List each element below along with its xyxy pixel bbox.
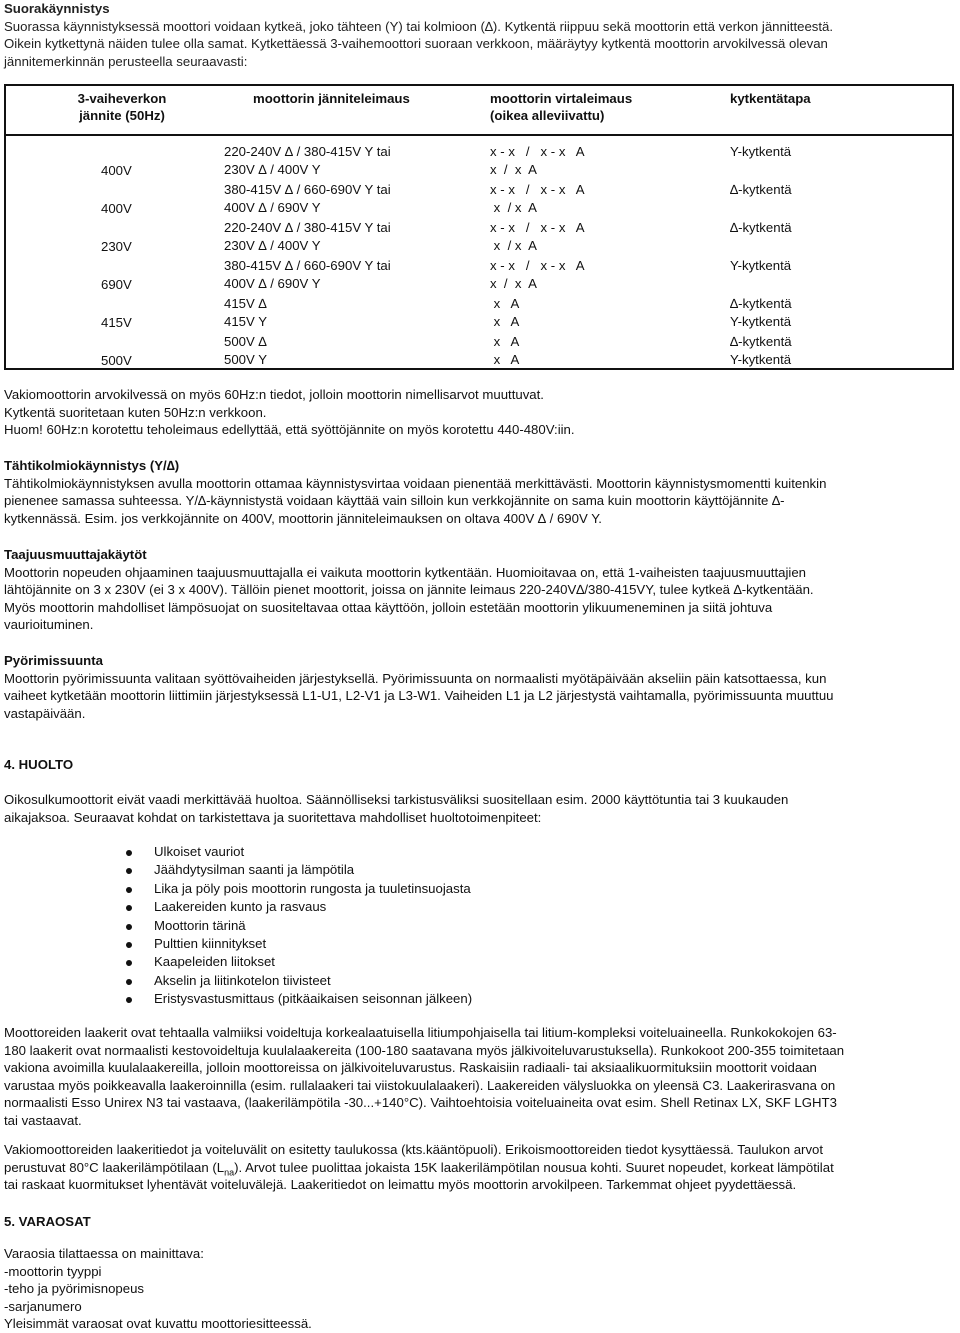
bullet-icon [126,979,132,985]
list-item [126,880,472,898]
current-line: x - x / x - x A [490,220,585,235]
list-item [126,917,472,935]
lube-line-2b: ). Arvot tulee puolittaa jokaista 15K laakerilämpötilan nousua kohti. Suuret nopeudet, korkeat lämpötilat [234,1159,834,1175]
current-line: x - x / x - x A [490,258,585,273]
bullet-icon [126,905,132,911]
current-line: x / x A [490,237,537,253]
marking-line: 500V Y [224,351,268,367]
parts-line-5: Yleisimmät varaosat ovat kuvattu moottoriesitteessä. [4,1316,312,1331]
list-item-label: Laakereiden kunto ja rasvaus [154,899,327,915]
connection-line [730,275,930,293]
vfd-line-1: Moottorin nopeuden ohjaaminen taajuusmuuttajalla ei vaikuta moottorin kytkentään. Huomioitavaa on, että 1-vaiheisten taajuusmuuttajien [4,564,806,580]
header-col1-line2: jännite (50Hz) [79,108,165,123]
vfd-title: Taajuusmuuttajakäytöt [4,547,147,562]
list-item [126,843,472,861]
parts-line-2: -moottorin tyyppi [4,1263,102,1279]
freq-line-2: Kytkentä suoritetaan kuten 50Hz:n verkkoon. [4,404,267,420]
table-row [224,219,464,257]
table-row [730,181,930,219]
bullet-icon [126,942,132,948]
voltage-column [101,162,161,390]
bearings-line-2: 180 laakerit ovat normaalisti kestovoideltuja kuulalaakereita (100-180 saatavana myös jälkivoiteluvarustuksella). Runkokoot 200-355 toimitetaan [4,1042,845,1058]
bullet-icon [126,924,132,930]
list-item-label: Kaapeleiden liitokset [154,954,275,970]
connection-line: ∆-kytkentä [730,296,792,311]
parts-line-3: -teho ja pyörimisnopeus [4,1281,145,1296]
current-line: x / x A [490,199,537,215]
table-row [224,257,464,295]
table-row [490,257,690,295]
intro-line-1: Suorassa käynnistyksessä moottori voidaan kytkeä, joko tähteen (Y) tai kolmioon (∆). Kytkentä riippuu sekä moottorin että verkon jännitteestä. [4,18,834,34]
connection-type-column [730,143,930,371]
spare-parts-list [4,1245,952,1333]
connection-line [730,161,930,179]
table-row [490,295,690,333]
rotation-section [4,652,952,722]
table-row [730,257,930,295]
maintenance-checklist [126,843,472,1009]
intro-line-2a: Oikein kytkettynä näiden tulee olla samat. [4,36,248,51]
bullet-icon [126,887,132,893]
intro-line-2b: Kytkettäessä 3-vaihemoottori suoraan verkkoon, määräytyy kytkentä moottorin arvokilvessä olevan [247,36,828,51]
list-item [126,972,472,990]
marking-line: 500V ∆ [224,334,267,349]
header-col1-line1: 3-vaiheverkon [77,91,167,106]
current-line: x A [490,296,520,311]
lube-line-3: tai raskaat kuormitukset lyhentävät voiteluvälejä. Laakeritiedot on leimattu myös moottorin arvokilpeen. Tarkemmat ohjeet pyydettäessä. [4,1177,797,1192]
voltage-cell: 690V [101,277,132,292]
current-line: x - x / x - x A [490,182,585,197]
intro-section [4,0,952,70]
lube-subscript: na [224,1167,235,1178]
lube-line-2a: perustuvat 80°C laakerilämpötilaan (L [4,1159,225,1175]
connection-line: Y-kytkentä [730,351,792,367]
star-delta-section [4,457,952,527]
list-item-label: Jäähdytysilman saanti ja lämpötila [154,862,355,878]
spare-parts-section [4,1213,952,1231]
maintenance-line-1: Oikosulkumoottorit eivät vaadi merkittävää huoltoa. Säännölliseksi tarkistusväliksi suositellaan esim. 2000 käyttötuntia tai 3 kuukauden [4,792,789,807]
table-row [224,295,464,333]
connection-line [730,199,930,217]
maintenance-section [4,756,952,774]
marking-line: 380-415V ∆ / 660-690V Y tai [224,182,391,197]
voltage-marking-column [224,143,464,371]
bullet-icon [126,960,132,966]
maintenance-title: 4. HUOLTO [4,757,74,772]
table-row [490,143,690,181]
bullet-icon [126,997,132,1003]
vfd-line-3: Myös moottorin mahdolliset lämpösuojat on suositeltavaa ottaa käyttöön, jolloin estetään moottorin ylikuumeneminen ja siitä johtuva [4,599,773,615]
table-row [730,333,930,371]
marking-line: 230V ∆ / 400V Y [224,161,321,177]
current-line: x A [490,313,520,329]
marking-line: 380-415V ∆ / 660-690V Y tai [224,258,391,273]
list-item [126,990,472,1008]
list-item [126,898,472,916]
list-item [126,935,472,953]
parts-line-1: Varaosia tilattaessa on mainittava: [4,1246,204,1261]
lubrication-section [4,1141,952,1194]
table-row [224,143,464,181]
bearings-line-1: Moottoreiden laakerit ovat tehtaalla valmiiksi voideltuja korkealaatuisella litiumpohjaisella tai litium-kompleksi voiteluaineella. Runkokokojen 63- [4,1025,837,1040]
header-divider [6,134,952,136]
list-item-label: Moottorin tärinä [154,917,246,933]
list-item-label: Ulkoiset vauriot [154,844,245,859]
header-voltage-marking: moottorin jänniteleimaus [253,91,410,106]
bullet-icon [126,850,132,856]
voltage-cell: 500V [101,353,132,368]
bearings-line-3: vakiona avoimilla kuulalaakereilla, jolloin moottoreissa on jälkivoiteluvarustus. Raskaisiin radiaali- tai aksiaalikuormituksiin moottorit voidaan [4,1060,817,1075]
table-row [224,333,464,371]
table-row [730,143,930,181]
connection-line: ∆-kytkentä [730,220,792,235]
bearings-line-6: tai vastaavat. [4,1112,82,1128]
current-line: x A [490,351,520,367]
voltage-cell: 400V [101,201,132,216]
connection-line: Y-kytkentä [730,313,792,329]
list-item [126,953,472,971]
frequency-note [4,386,952,439]
marking-line: 230V ∆ / 400V Y [224,237,321,253]
rotation-line-3: vastapäivään. [4,705,86,721]
table-row [224,181,464,219]
current-line: x - x / x - x A [490,144,585,159]
lube-line-2 [4,1159,952,1177]
maintenance-intro [4,791,952,826]
current-line: x / x A [490,161,537,177]
bearings-line-5: normaalisti Esso Unirex N3 tai vastaava, (laakerilämpötila -30...+140°C). Vaihtoehtoisia voiteluaineita ovat esim. Shell Retinax LX, SKF LGHT3 [4,1095,837,1110]
list-item-label: Akselin ja liitinkotelon tiivisteet [154,972,331,988]
lube-line-1: Vakiomoottoreiden laakeritiedot ja voiteluvälit on esitetty taulukossa (kts.kääntöpuoli). Erikoismoottoreiden tiedot kysyttäessä. Taulukon arvot [4,1142,824,1157]
voltage-cell: 230V [101,239,132,254]
connection-line: Y-kytkentä [730,144,792,159]
table-row [730,219,930,257]
marking-line: 400V ∆ / 690V Y [224,199,321,215]
intro-line-2 [4,35,952,53]
connection-line: Y-kytkentä [730,258,792,273]
connection-line: ∆-kytkentä [730,182,792,197]
marking-line: 220-240V ∆ / 380-415V Y tai [224,220,391,235]
star-line-2: pienenee samassa suhteessa. Y/∆-käynnistystä voidaan käyttää vain silloin kun verkkojännite on sama kuin moottorin käyttöjännite ∆- [4,493,785,508]
intro-title: Suorakäynnistys [4,1,110,16]
list-item-label: Pulttien kiinnitykset [154,935,267,951]
rotation-line-1: Moottorin pyörimissuunta valitaan syöttövaiheiden järjestyksellä. Pyörimissuunta on normaalisti myötäpäivään akseliin päin katsottaessa, kun [4,670,827,686]
current-line: x / x A [490,275,537,291]
vfd-line-2: lähtöjännite on 3 x 230V (ei 3 x 400V). Tällöin pienet moottorit, joissa on jännite leimaus 220-240V∆/380-415VY, tulee kytkeä ∆-kytkentään. [4,582,814,597]
connection-table [4,84,954,370]
table-row [490,333,690,371]
list-item-label: Eristysvastusmittaus (pitkäaikaisen seisonnan jälkeen) [154,991,473,1007]
freq-line-1: Vakiomoottorin arvokilvessä on myös 60Hz:n tiedot, jolloin moottorin nimellisarvot muuttuvat. [4,387,544,402]
marking-line: 415V Y [224,313,268,329]
header-network-voltage [72,90,172,124]
marking-line: 400V ∆ / 690V Y [224,275,321,291]
table-row [490,181,690,219]
voltage-cell: 415V [101,315,132,330]
star-line-3: kytkennässä. Esim. jos verkkojännite on 400V, moottorin jänniteleimauksen on oltava 400V ∆ / 690V Y. [4,510,602,526]
current-marking-column [490,143,690,371]
parts-line-4: -sarjanumero [4,1298,82,1314]
marking-line: 220-240V ∆ / 380-415V Y tai [224,144,391,159]
bearings-line-4: varustaa myös poikkeavalla laakeroinnilla (esim. rullalaakeri tai viistokuulalaakeri). Laakereiden välysluokka on yleensä C3. Laakerirasvana on [4,1077,836,1093]
rotation-line-2: vaiheet kytketään moottorin liittimiin järjestyksessä L1-U1, L2-V1 ja L3-W1. Vaiheiden L1 ja L2 järjestystä vaihtamalla, pyörimissuunta muuttuu [4,688,834,703]
header-connection-type: kytkentätapa [730,91,811,106]
connection-line [730,237,930,255]
vfd-line-4: vaurioituminen. [4,617,94,632]
bullet-icon [126,868,132,874]
bearings-section [4,1024,952,1129]
connection-line: ∆-kytkentä [730,334,792,349]
header-current-marking [490,90,632,124]
star-line-1: Tähtikolmiokäynnistyksen avulla moottorin ottamaa käynnistysvirtaa voidaan pienentää merkittävästi. Moottorin käynnistysmomentti kuitenkin [4,475,827,491]
vfd-section [4,546,952,634]
star-delta-title: Tähtikolmiokäynnistys (Y/∆) [4,458,180,473]
rotation-title: Pyörimissuunta [4,653,103,668]
freq-line-3: Huom! 60Hz:n korotettu teholeimaus edellyttää, että syöttöjännite on myös korotettu 440-480V:iin. [4,422,575,437]
header-col3-line1: moottorin virtaleimaus [490,91,633,106]
list-item-label: Lika ja pöly pois moottorin rungosta ja tuuletinsuojasta [154,880,471,896]
intro-line-3: jännitemerkinnän perusteella seuraavasti: [4,53,248,69]
marking-line: 415V ∆ [224,296,267,311]
spare-parts-title: 5. VARAOSAT [4,1214,91,1229]
current-line: x A [490,334,520,349]
header-col3-line2: (oikea alleviivattu) [490,108,605,123]
list-item [126,861,472,879]
table-row [730,295,930,333]
table-row [490,219,690,257]
voltage-cell: 400V [101,163,132,178]
maintenance-line-2: aikajaksoa. Seuraavat kohdat on tarkistettava ja suoritettava mahdolliset huoltotoimenpiteet: [4,809,542,825]
